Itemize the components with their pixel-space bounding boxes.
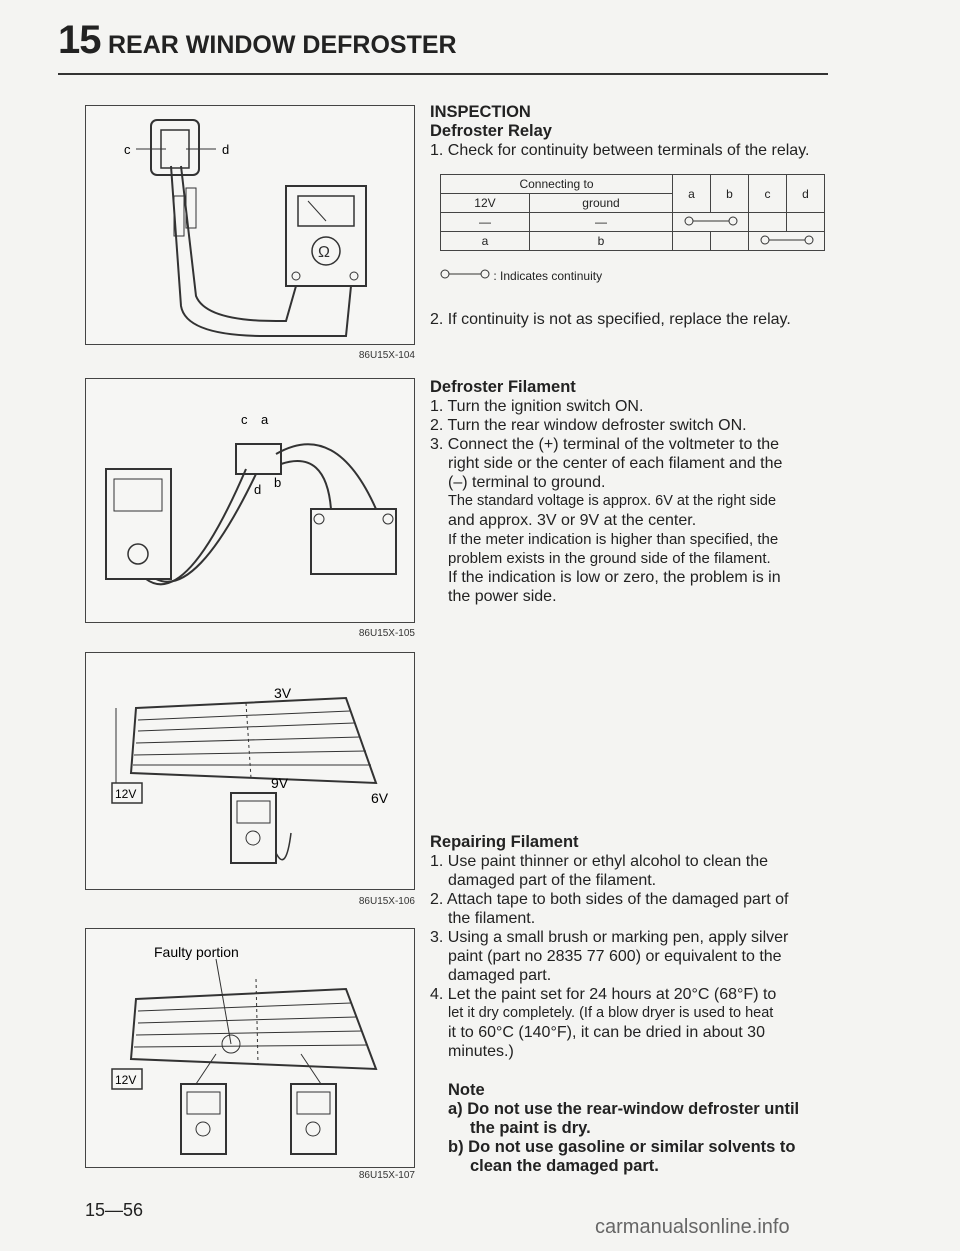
label-a: a <box>261 412 269 427</box>
label-faulty-portion: Faulty portion <box>154 944 239 960</box>
label-c: c <box>124 142 131 157</box>
table-header: a <box>673 175 711 213</box>
repair-step: let it dry completely. (If a blow dryer is used to heat <box>448 1005 774 1021</box>
figure-relay-battery <box>85 378 415 623</box>
filament-step: 3. Connect the (+) terminal of the voltmeter to the <box>430 436 780 453</box>
continuity-symbol <box>440 268 490 280</box>
label-d: d <box>222 142 230 157</box>
continuity-table <box>440 174 825 251</box>
filament-step: 2. Turn the rear window defroster switch ON. <box>430 417 747 434</box>
repair-heading: Repairing Filament <box>430 833 579 851</box>
inspection-step-2-block <box>430 310 830 329</box>
label-d: d <box>254 482 262 497</box>
table-cell: b <box>529 232 672 251</box>
repair-step: the filament. <box>448 910 536 927</box>
table-header: b <box>711 175 749 213</box>
label-c: c <box>241 412 248 427</box>
inspection-heading: INSPECTION <box>430 103 531 121</box>
filament-detail: The standard voltage is approx. 6V at the right side <box>448 493 777 509</box>
inspection-step-2: 2. If continuity is not as specified, replace the relay. <box>430 311 791 328</box>
note-item: the paint is dry. <box>470 1119 591 1137</box>
repair-section <box>430 833 830 1176</box>
relay-heading: Defroster Relay <box>430 122 552 140</box>
table-cell: a <box>441 232 530 251</box>
label-9v: 9V <box>271 775 289 791</box>
figure-relay-ohmmeter <box>85 105 415 345</box>
figure-caption: 86U15X-105 <box>358 628 415 639</box>
figure-caption: 86U15X-106 <box>358 896 415 907</box>
repair-step: it to 60°C (140°F), it can be dried in about 30 <box>448 1024 765 1041</box>
section-number: 15 <box>58 18 101 62</box>
continuity-symbol <box>673 213 749 232</box>
label-12v: 12V <box>115 787 137 801</box>
relay-battery-drawing <box>86 379 416 624</box>
filament-section <box>430 378 830 606</box>
repair-step: 2. Attach tape to both sides of the damaged part of <box>430 891 789 908</box>
table-header: d <box>787 175 825 213</box>
figure-filament-voltage <box>85 652 415 890</box>
page-header <box>58 18 828 78</box>
repair-step: paint (part no 2835 77 600) or equivalent to the <box>448 948 782 965</box>
repair-step: 3. Using a small brush or marking pen, apply silver <box>430 929 789 946</box>
filament-step: 1. Turn the ignition switch ON. <box>430 398 644 415</box>
svg-text:Ω: Ω <box>318 244 330 261</box>
relay-ohmmeter-drawing <box>86 106 416 346</box>
repair-step: 4. Let the paint set for 24 hours at 20°C (68°F) to <box>430 986 777 1003</box>
table-header: Connecting to <box>441 175 673 194</box>
filament-detail: (–) terminal to ground. <box>448 474 606 491</box>
page-number: 15—56 <box>85 1200 144 1220</box>
figure-caption: 86U15X-104 <box>358 350 415 361</box>
table-header: c <box>749 175 787 213</box>
continuity-legend <box>440 268 602 283</box>
note-item: b) Do not use gasoline or similar solvents to <box>448 1138 796 1156</box>
table-cell: ground <box>529 194 672 213</box>
inspection-section <box>430 103 830 160</box>
label-b: b <box>274 475 282 490</box>
filament-detail: the power side. <box>448 588 557 605</box>
label-6v: 6V <box>371 790 389 806</box>
note-item: clean the damaged part. <box>470 1157 659 1175</box>
filament-detail: If the indication is low or zero, the problem is in <box>448 569 781 586</box>
table-row <box>441 232 825 251</box>
table-cell: 12V <box>441 194 530 213</box>
filament-detail: right side or the center of each filament and the <box>448 455 783 472</box>
filament-detail: If the meter indication is higher than specified, the <box>448 531 779 548</box>
table-cell: — <box>441 213 530 232</box>
inspection-step-1: 1. Check for continuity between terminals of the relay. <box>430 142 810 159</box>
header-rule <box>58 73 828 75</box>
table-row <box>441 213 825 232</box>
figure-caption: 86U15X-107 <box>358 1170 415 1181</box>
table-cell: — <box>529 213 672 232</box>
label-3v: 3V <box>274 685 292 701</box>
filament-detail: problem exists in the ground side of the filament. <box>448 550 771 567</box>
note-heading: Note <box>448 1081 485 1099</box>
repair-step: minutes.) <box>448 1043 514 1060</box>
legend-text: : Indicates continuity <box>493 269 603 283</box>
repair-step: damaged part of the filament. <box>448 872 657 889</box>
filament-voltage-drawing <box>86 653 416 891</box>
section-title: REAR WINDOW DEFROSTER <box>108 31 457 59</box>
repair-step: damaged part. <box>448 967 552 984</box>
watermark: carmanualsonline.info <box>595 1216 790 1238</box>
filament-detail: and approx. 3V or 9V at the center. <box>448 512 697 529</box>
label-12v: 12V <box>115 1073 137 1087</box>
note-item: a) Do not use the rear-window defroster until <box>448 1100 800 1118</box>
repair-step: 1. Use paint thinner or ethyl alcohol to clean the <box>430 853 768 870</box>
continuity-symbol <box>749 232 825 251</box>
faulty-portion-drawing <box>86 929 416 1169</box>
filament-heading: Defroster Filament <box>430 378 576 396</box>
figure-faulty-portion <box>85 928 415 1168</box>
